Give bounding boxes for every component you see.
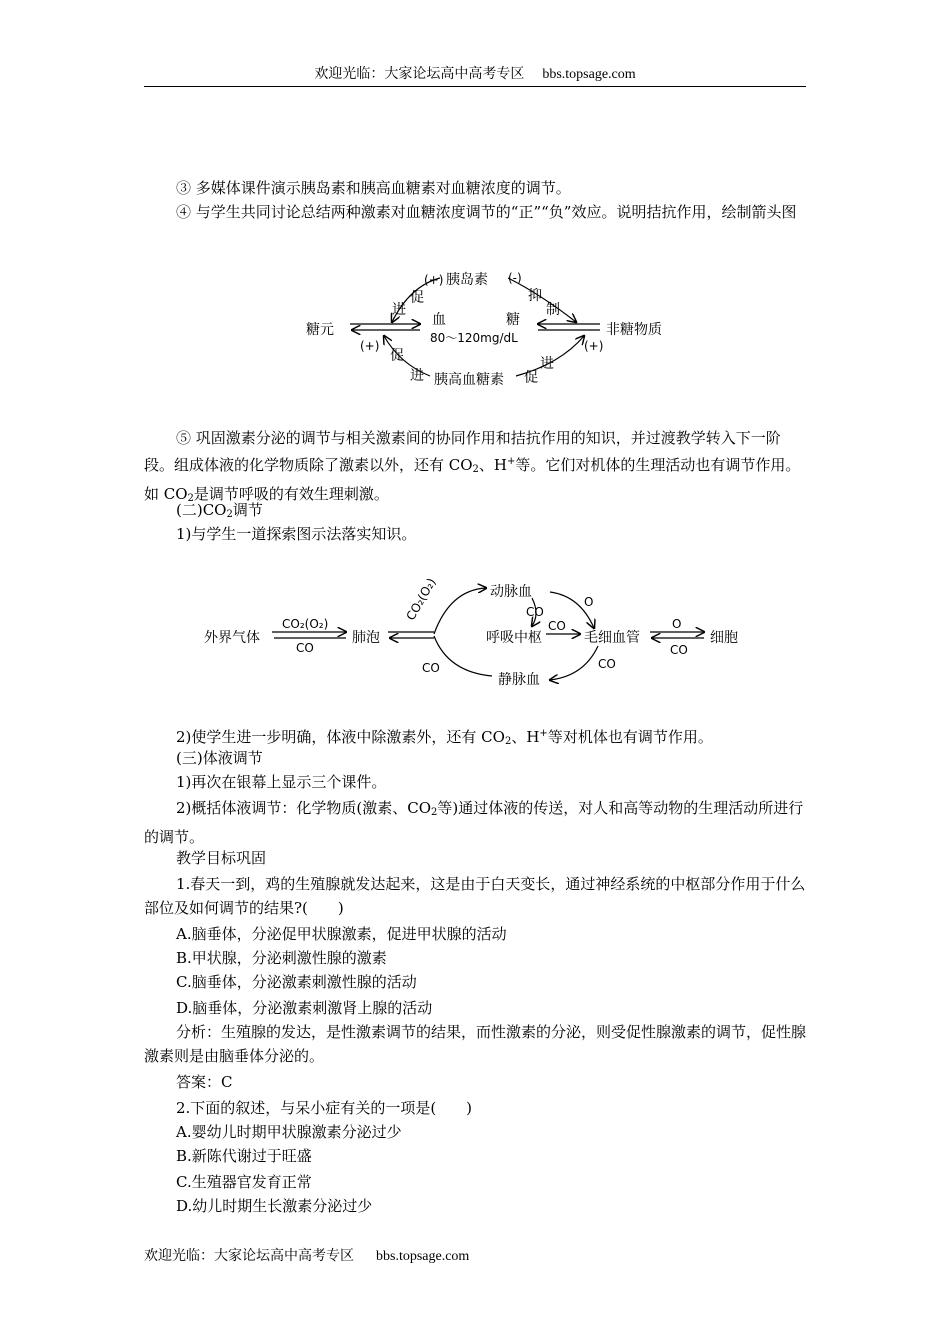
s22-b: 、H	[511, 728, 540, 746]
artery-label: 动脉血	[490, 584, 532, 600]
capillary-label: 毛细血管	[584, 630, 640, 646]
o2-right: O	[672, 617, 682, 631]
vein-label: 静脉血	[498, 672, 540, 688]
glycogen-label: 糖元	[306, 322, 334, 338]
zhi-label: 制	[546, 302, 560, 318]
header-site: bbs.topsage.com	[542, 67, 636, 82]
co2-artery: CO	[526, 605, 544, 619]
footer-welcome: 欢迎光临：大家论坛高中高考专区	[144, 1248, 354, 1264]
sec2-sub: 2	[226, 509, 233, 520]
sec2-a: (二)CO	[176, 501, 227, 519]
s32-a: 2)概括体液调节：化学物质(激素、CO	[176, 799, 432, 817]
co2-bottom-left: CO	[296, 641, 314, 655]
insulin-label: 胰岛素	[446, 272, 488, 288]
s22-sup: +	[539, 728, 548, 739]
p5-c: 等。它们对机体的生理活动也有调节作用。如 CO	[144, 456, 801, 503]
s22-c: 等对机体也有调节作用。	[547, 728, 713, 746]
question-2-option-c: C.生殖器官发育正常	[176, 1173, 312, 1191]
jin-2: 进	[410, 368, 424, 384]
cu-1: 促	[410, 290, 424, 306]
paragraph-3: ③ 多媒体课件演示胰岛素和胰高血糖素对血糖浓度的调节。	[176, 179, 571, 197]
question-1-option-b: B.甲状腺，分泌刺激性腺的激素	[176, 949, 387, 967]
o2-artery: O	[584, 595, 594, 609]
s22-a: 2)使学生进一步明确，体液中除激素外，还有 CO	[176, 728, 505, 746]
question-1-answer: 答案：C	[176, 1073, 233, 1091]
s22-sub: 2	[504, 736, 512, 747]
page-footer	[144, 1246, 469, 1267]
cu-3: 促	[524, 370, 538, 386]
s32-sub: 2	[431, 807, 438, 818]
paragraph-4: ④ 与学生共同讨论总结两种激素对血糖浓度调节的“正”“负”效应。说明拮抗作用，绘制箭头图	[176, 203, 797, 221]
co2-o2-top: CO₂(O₂)	[282, 617, 329, 631]
nonsugar-label: 非糖物质	[606, 322, 662, 338]
cell-label: 细胞	[710, 630, 738, 646]
yi-label: 抑	[528, 288, 542, 304]
glucagon-plus-left: (+)	[360, 339, 380, 353]
header-welcome: 欢迎光临：大家论坛高中高考专区	[314, 66, 525, 82]
jin-3: 进	[540, 356, 554, 372]
vein-to-lung-arrow	[434, 636, 492, 676]
cu-2: 促	[390, 348, 404, 364]
section-3-item-1: 1)再次在银幕上显示三个课件。	[176, 773, 387, 791]
question-2-option-d: D.幼儿时期生长激素分泌过少	[176, 1197, 373, 1215]
jin-1: 进	[392, 302, 406, 318]
question-1-analysis: 分析：生殖腺的发达，是性激素调节的结果，而性激素的分泌，则受促性腺激素的调节，促性腺激素则是由脑垂体分泌的。	[144, 1023, 807, 1065]
goal-heading: 教学目标巩固	[176, 849, 267, 867]
co2-center: CO	[548, 619, 566, 633]
co2-vein: CO	[598, 657, 616, 671]
capillary-to-vein-arrow	[550, 646, 598, 680]
question-1-option-a: A.脑垂体，分泌促甲状腺激素，促进甲状腺的活动	[176, 925, 507, 943]
blood-label: 血	[432, 312, 446, 328]
sec2-b: 调节	[232, 501, 263, 519]
section-2-item-1: 1)与学生一道探索图示法落实知识。	[176, 525, 417, 543]
glucagon-label: 胰高血糖素	[434, 372, 504, 388]
question-2: 2.下面的叙述，与呆小症有关的一项是( )	[176, 1099, 473, 1117]
p5-b: 、H	[478, 456, 508, 474]
question-2-option-b: B.新陈代谢过于旺盛	[176, 1147, 312, 1165]
p5-a: ⑤ 巩固激素分泌的调节与相关激素间的协同作用和拮抗作用的知识，并过渡教学转入下一阶段。组成体液的化学物质除了激素以外，还有 CO	[144, 429, 781, 474]
co2-lower-left: CO	[422, 661, 440, 675]
range-label: 80～120mg/dL	[430, 331, 518, 345]
question-1: 1.春天一到，鸡的生殖腺就发达起来，这是由于白天变长，通过神经系统的中枢部分作用于什么部位及如何调节的结果?( )	[144, 875, 806, 917]
lung-label: 肺泡	[352, 630, 380, 646]
section-3-item-2	[144, 796, 806, 849]
question-1-option-c: C.脑垂体，分泌激素刺激性腺的活动	[176, 973, 417, 991]
co2-right: CO	[670, 643, 688, 657]
question-2-option-a: A.婴幼儿时期甲状腺激素分泌过少	[176, 1123, 402, 1141]
insulin-plus: (+)	[424, 273, 444, 287]
insulin-minus: (-)	[508, 271, 522, 285]
question-1-option-d: D.脑垂体，分泌激素刺激肾上腺的活动	[176, 999, 433, 1017]
p5-d: 是调节呼吸的有效生理刺激。	[193, 485, 389, 503]
blood-glucose-diagram	[300, 264, 690, 394]
page-header	[144, 64, 806, 85]
glucagon-plus-right: (+)	[584, 339, 604, 353]
co2-o2-diagonal: CO₂(O₂)	[403, 576, 439, 623]
p5-sub-1: 2	[472, 464, 479, 475]
section-3-heading: (三)体液调节	[176, 749, 263, 767]
p5-sup: +	[507, 456, 516, 467]
p5-sub-2: 2	[187, 493, 194, 504]
s32-b: 等)通过体液的传送，对人和高等动物的生理活动所进行的调节。	[144, 799, 804, 846]
sugar-label: 糖	[506, 312, 520, 328]
header-rule	[144, 86, 806, 87]
outside-gas-label: 外界气体	[204, 630, 260, 646]
lung-to-artery-arrow	[434, 588, 486, 634]
resp-center-label: 呼吸中枢	[486, 630, 542, 646]
co2-regulation-diagram	[200, 576, 760, 694]
footer-site: bbs.topsage.com	[376, 1249, 470, 1264]
